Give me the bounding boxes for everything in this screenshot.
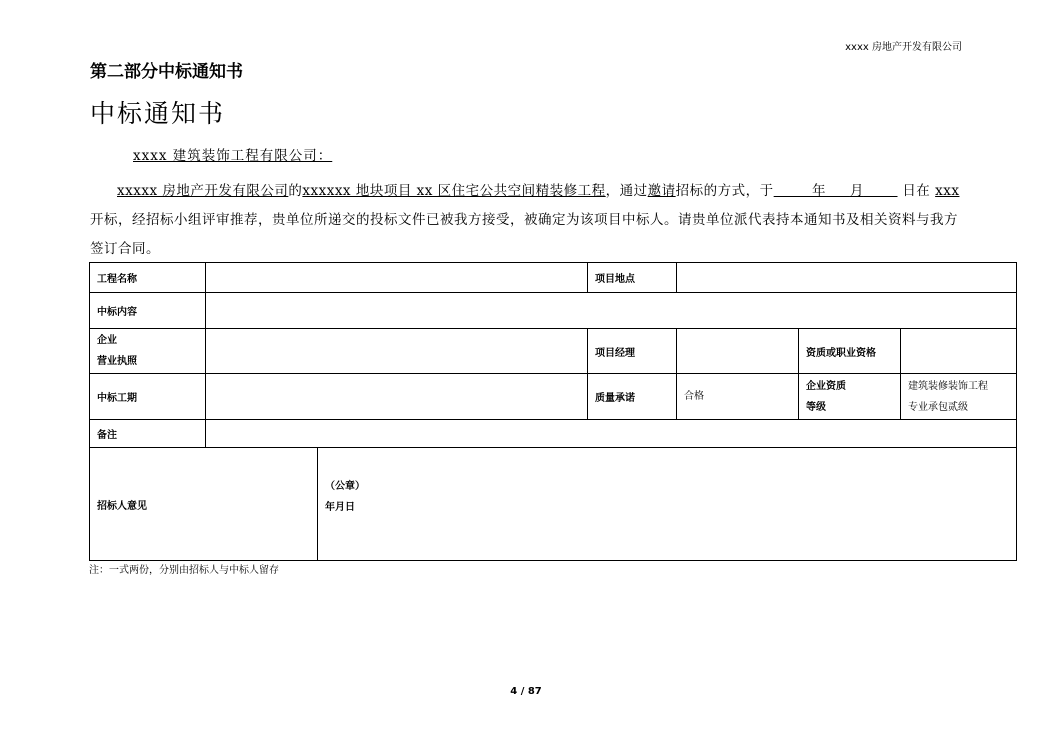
table-row <box>90 420 1017 448</box>
year-label: 年 <box>812 183 826 199</box>
enterprise-grade-value: 建筑装修装饰工程 专业承包贰级 <box>901 374 1017 420</box>
page-number: 4 / 87 <box>510 686 542 697</box>
signature-date-label: 年月日 <box>325 502 355 513</box>
day-label: 日在 <box>902 183 931 199</box>
project-manager-label: 项目经理 <box>588 329 677 374</box>
tenderer-opinion-label: 招标人意见 <box>90 448 318 561</box>
bid-content-label: 中标内容 <box>90 293 206 329</box>
bid-duration-value <box>206 374 588 420</box>
section-title: 第二部分中标通知书 <box>90 62 243 82</box>
quality-value: 合格 <box>677 374 799 420</box>
qualification-label: 资质或职业资格 <box>799 329 901 374</box>
project-location-label: 项目地点 <box>588 263 677 293</box>
quality-label: 质量承诺 <box>588 374 677 420</box>
month-label: 月 <box>849 183 864 199</box>
enterprise-grade-label: 企业资质 等级 <box>799 374 901 420</box>
footnote: 注：一式两份，分别由招标人与中标人留存 <box>89 565 279 576</box>
enterprise-license-value <box>206 329 588 374</box>
bid-duration-label: 中标工期 <box>90 374 206 420</box>
qualification-value <box>901 329 1017 374</box>
table-row <box>90 448 1017 561</box>
inviter-company: xxxxx 房地产开发有限公司 <box>117 183 289 199</box>
document-title: 中标通知书 <box>90 99 226 128</box>
table-row <box>90 263 1017 293</box>
bid-content-value <box>206 293 1017 329</box>
project-name-value <box>206 263 588 293</box>
table-row <box>90 374 1017 420</box>
table-row <box>90 329 1017 374</box>
remarks-label: 备注 <box>90 420 206 448</box>
addressee: xxxx 建筑装饰工程有限公司： <box>133 148 333 164</box>
project-plot: xxxxxx 地块项目 xx 区住宅公共空间精装修工程 <box>302 183 606 199</box>
project-name-label: 工程名称 <box>90 263 206 293</box>
tenderer-opinion-value <box>318 448 1017 561</box>
remarks-value <box>206 420 1017 448</box>
bid-method: 邀请 <box>647 183 676 199</box>
header-company-name: xxxx 房地产开发有限公司 <box>845 42 962 53</box>
award-form-table <box>89 262 1017 561</box>
project-manager-value <box>677 329 799 374</box>
stamp-label: （公章） <box>325 481 365 492</box>
date-blank <box>774 177 898 206</box>
enterprise-license-label: 企业 营业执照 <box>90 329 206 374</box>
table-row <box>90 293 1017 329</box>
project-location-value <box>677 263 1017 293</box>
opening-place: xxx <box>935 183 960 199</box>
notice-body: xxxxx 房地产开发有限公司的xxxxxx 地块项目 xx 区住宅公共空间精装修工程，通过邀请招标的方式，于 年 月 日在 xxx开标，经招标小组评审推荐，贵单位所递交的投标文件已被我方接受，被确定为该项目中标人。请贵单位派代表持本通知书及相关资料与我方签订合同。 <box>90 177 966 264</box>
